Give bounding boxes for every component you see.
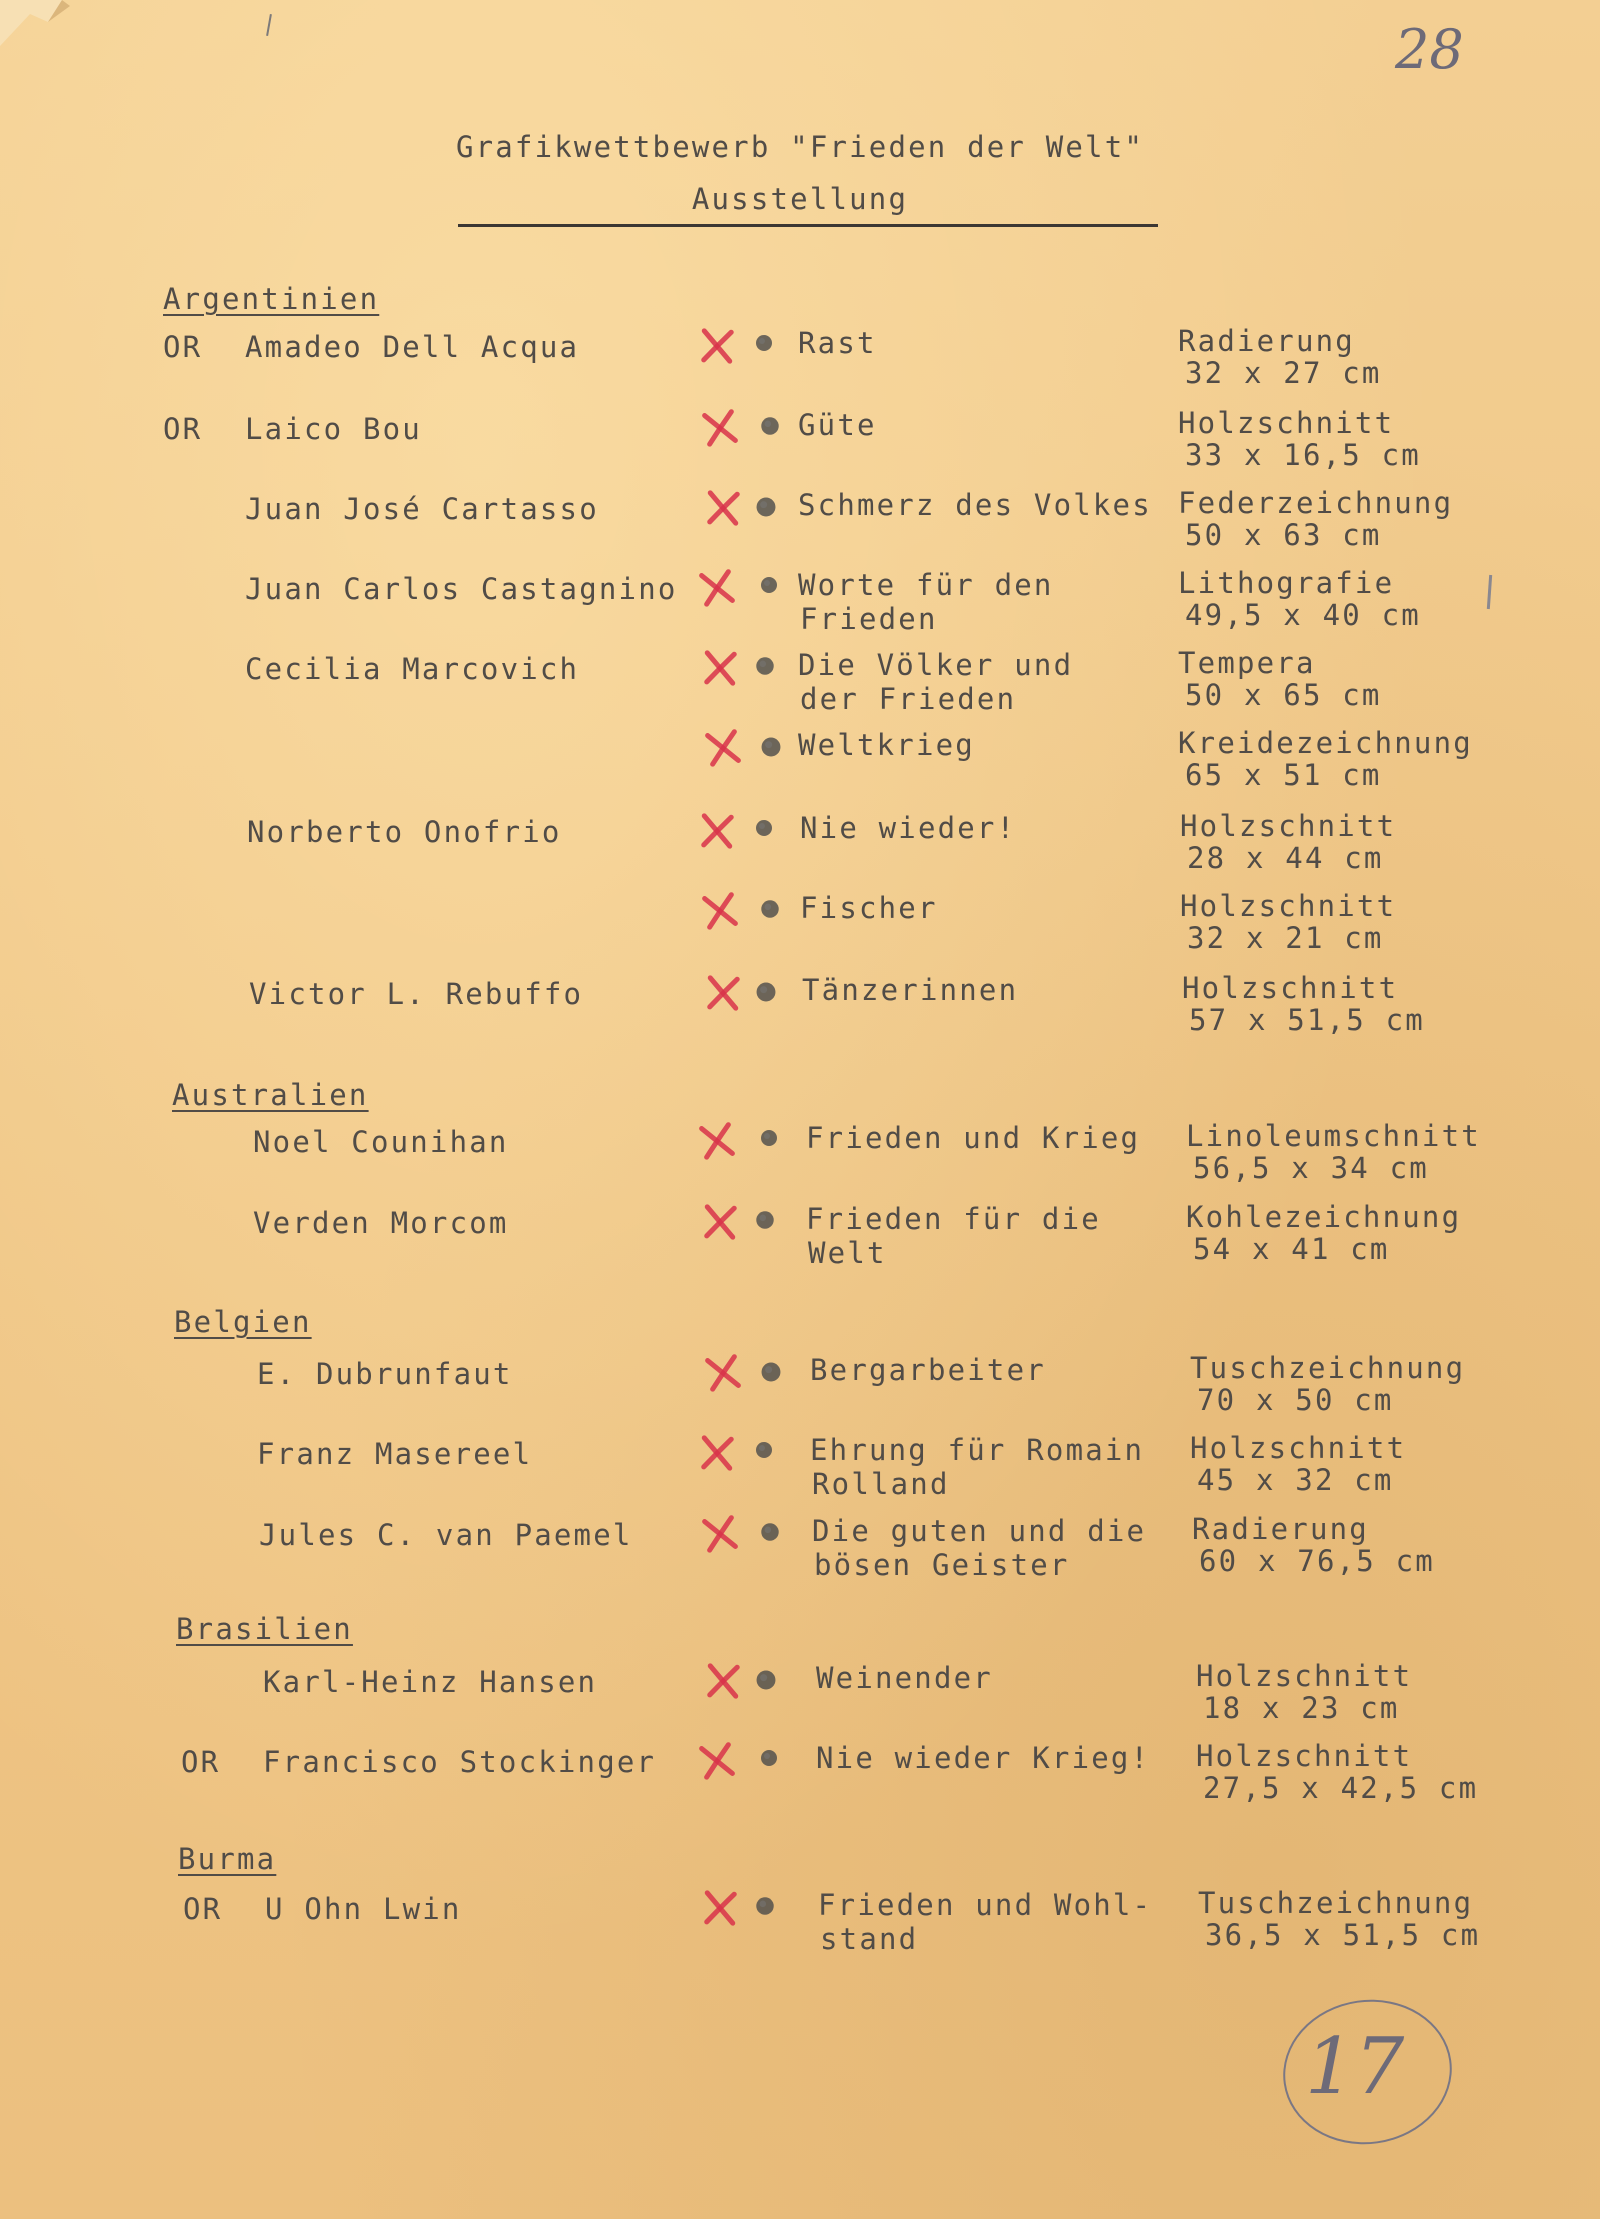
dimensions: 33 x 16,5 cm <box>1185 438 1421 472</box>
artwork-title: Bergarbeiter <box>810 1353 1046 1387</box>
page-number-bottom: 17 <box>1305 2022 1405 2112</box>
technique: Lithografie <box>1178 566 1395 600</box>
red-check-mark <box>695 1739 739 1783</box>
dimensions: 70 x 50 cm <box>1197 1383 1394 1417</box>
red-check-mark <box>701 726 745 770</box>
artist-name: Juan Carlos Castagnino <box>245 572 678 606</box>
country-heading: Belgien <box>174 1305 312 1339</box>
technique: Holzschnitt <box>1180 809 1397 843</box>
red-check-mark <box>698 1200 741 1243</box>
artwork-title: Schmerz des Volkes <box>798 488 1152 522</box>
country-heading: Australien <box>172 1078 369 1112</box>
graphite-dot-mark <box>758 734 784 760</box>
technique: Federzeichnung <box>1178 486 1454 520</box>
red-check-mark <box>695 1431 738 1474</box>
artist-name: Noel Counihan <box>253 1125 509 1159</box>
dimensions: 32 x 27 cm <box>1185 356 1382 390</box>
dimensions: 56,5 x 34 cm <box>1193 1151 1429 1185</box>
entry-prefix: OR <box>163 330 203 364</box>
graphite-dot-mark <box>753 654 777 678</box>
graphite-dot-mark <box>758 574 780 596</box>
artist-name: Juan José Cartasso <box>245 492 599 526</box>
artwork-title-cont: stand <box>820 1922 919 1956</box>
red-check-mark <box>701 1659 744 1702</box>
red-check-mark <box>698 1512 742 1556</box>
red-check-mark <box>698 646 741 689</box>
dimensions: 49,5 x 40 cm <box>1185 598 1421 632</box>
dimensions: 60 x 76,5 cm <box>1199 1544 1435 1578</box>
artist-name: U Ohn Lwin <box>265 1892 462 1926</box>
technique: Radierung <box>1192 1512 1369 1546</box>
dimensions: 32 x 21 cm <box>1187 921 1384 955</box>
artist-name: Karl-Heinz Hansen <box>263 1665 598 1699</box>
artwork-title-cont: der Frieden <box>800 682 1017 716</box>
technique: Radierung <box>1178 324 1355 358</box>
graphite-dot-mark <box>753 817 775 839</box>
artwork-title: Tänzerinnen <box>802 973 1019 1007</box>
country-heading: Argentinien <box>163 282 380 316</box>
dimensions: 28 x 44 cm <box>1187 841 1384 875</box>
artwork-title-cont: Welt <box>808 1236 887 1270</box>
artwork-title: Frieden und Krieg <box>806 1121 1141 1155</box>
dimensions: 54 x 41 cm <box>1193 1232 1390 1266</box>
dimensions: 45 x 32 cm <box>1197 1463 1394 1497</box>
technique: Linoleumschnitt <box>1186 1119 1481 1153</box>
artist-name: Franz Masereel <box>257 1437 533 1471</box>
red-check-mark <box>701 971 744 1014</box>
document-subtitle: Ausstellung <box>691 182 909 216</box>
technique: Holzschnitt <box>1180 889 1397 923</box>
title-underline <box>458 224 1158 227</box>
artist-name: Amadeo Dell Acqua <box>245 330 580 364</box>
artwork-title: Die Völker und <box>798 648 1074 682</box>
dimensions: 27,5 x 42,5 cm <box>1203 1771 1479 1805</box>
dimensions: 36,5 x 51,5 cm <box>1205 1918 1481 1952</box>
red-check-mark <box>695 566 739 610</box>
technique: Kohlezeichnung <box>1186 1200 1462 1234</box>
technique: Tuschzeichnung <box>1190 1351 1466 1385</box>
artwork-title: Frieden für die <box>806 1202 1101 1236</box>
technique: Holzschnitt <box>1182 971 1399 1005</box>
artwork-title: Die guten und die <box>812 1514 1147 1548</box>
red-check-mark <box>701 1351 745 1395</box>
technique: Holzschnitt <box>1196 1659 1413 1693</box>
graphite-dot-mark <box>753 332 775 354</box>
red-check-mark <box>698 889 742 933</box>
dimensions: 65 x 51 cm <box>1185 758 1382 792</box>
graphite-dot-mark <box>758 1747 780 1769</box>
technique: Tuschzeichnung <box>1198 1886 1474 1920</box>
dimensions: 18 x 23 cm <box>1203 1691 1400 1725</box>
country-heading: Burma <box>178 1842 277 1876</box>
page-number-top: 28 <box>1395 18 1464 81</box>
artwork-title: Worte für den <box>798 568 1054 602</box>
artwork-title: Frieden und Wohl- <box>818 1888 1153 1922</box>
artwork-title-cont: bösen Geister <box>814 1548 1070 1582</box>
red-check-mark <box>698 406 742 450</box>
technique: Holzschnitt <box>1190 1431 1407 1465</box>
technique: Kreidezeichnung <box>1178 726 1473 760</box>
technique: Holzschnitt <box>1196 1739 1413 1773</box>
dimensions: 57 x 51,5 cm <box>1189 1003 1425 1037</box>
technique: Tempera <box>1178 646 1316 680</box>
artwork-title: Fischer <box>800 891 938 925</box>
artwork-title-cont: Rolland <box>812 1467 950 1501</box>
graphite-dot-mark <box>758 1359 784 1385</box>
artwork-title: Rast <box>798 326 877 360</box>
artist-name: Victor L. Rebuffo <box>249 977 584 1011</box>
graphite-dot-mark <box>753 1208 777 1232</box>
graphite-dot-mark <box>758 1127 780 1149</box>
artwork-title: Nie wieder Krieg! <box>816 1741 1151 1775</box>
entry-prefix: OR <box>181 1745 221 1779</box>
artwork-title: Weinender <box>816 1661 993 1695</box>
red-check-mark <box>701 486 744 529</box>
artist-name: Verden Morcom <box>253 1206 509 1240</box>
red-check-mark <box>695 324 738 367</box>
artwork-title: Güte <box>798 408 877 442</box>
pencil-mark <box>1487 575 1492 609</box>
artist-name: Norberto Onofrio <box>247 815 562 849</box>
graphite-dot-mark <box>753 1667 779 1693</box>
graphite-dot-mark <box>753 1439 775 1461</box>
artist-name: Laico Bou <box>245 412 422 446</box>
artwork-title: Weltkrieg <box>798 728 975 762</box>
folded-corner <box>0 0 80 50</box>
dimensions: 50 x 65 cm <box>1185 678 1382 712</box>
red-check-mark <box>698 1886 741 1929</box>
graphite-dot-mark <box>753 1894 777 1918</box>
graphite-dot-mark <box>758 1520 782 1544</box>
artwork-title: Ehrung für Romain <box>810 1433 1145 1467</box>
artist-name: E. Dubrunfaut <box>257 1357 513 1391</box>
technique: Holzschnitt <box>1178 406 1395 440</box>
entry-prefix: OR <box>163 412 203 446</box>
artist-name: Jules C. van Paemel <box>259 1518 633 1552</box>
artwork-title: Nie wieder! <box>800 811 1017 845</box>
red-check-mark <box>695 1119 739 1163</box>
red-check-mark <box>695 809 738 852</box>
pencil-mark <box>266 14 272 36</box>
country-heading: Brasilien <box>176 1612 353 1646</box>
dimensions: 50 x 63 cm <box>1185 518 1382 552</box>
graphite-dot-mark <box>753 979 779 1005</box>
graphite-dot-mark <box>758 897 782 921</box>
graphite-dot-mark <box>758 414 782 438</box>
entry-prefix: OR <box>183 1892 223 1926</box>
artwork-title-cont: Frieden <box>800 602 938 636</box>
graphite-dot-mark <box>753 494 779 520</box>
artist-name: Francisco Stockinger <box>263 1745 657 1779</box>
artist-name: Cecilia Marcovich <box>245 652 580 686</box>
document-title: Grafikwettbewerb "Frieden der Welt" <box>455 130 1145 164</box>
